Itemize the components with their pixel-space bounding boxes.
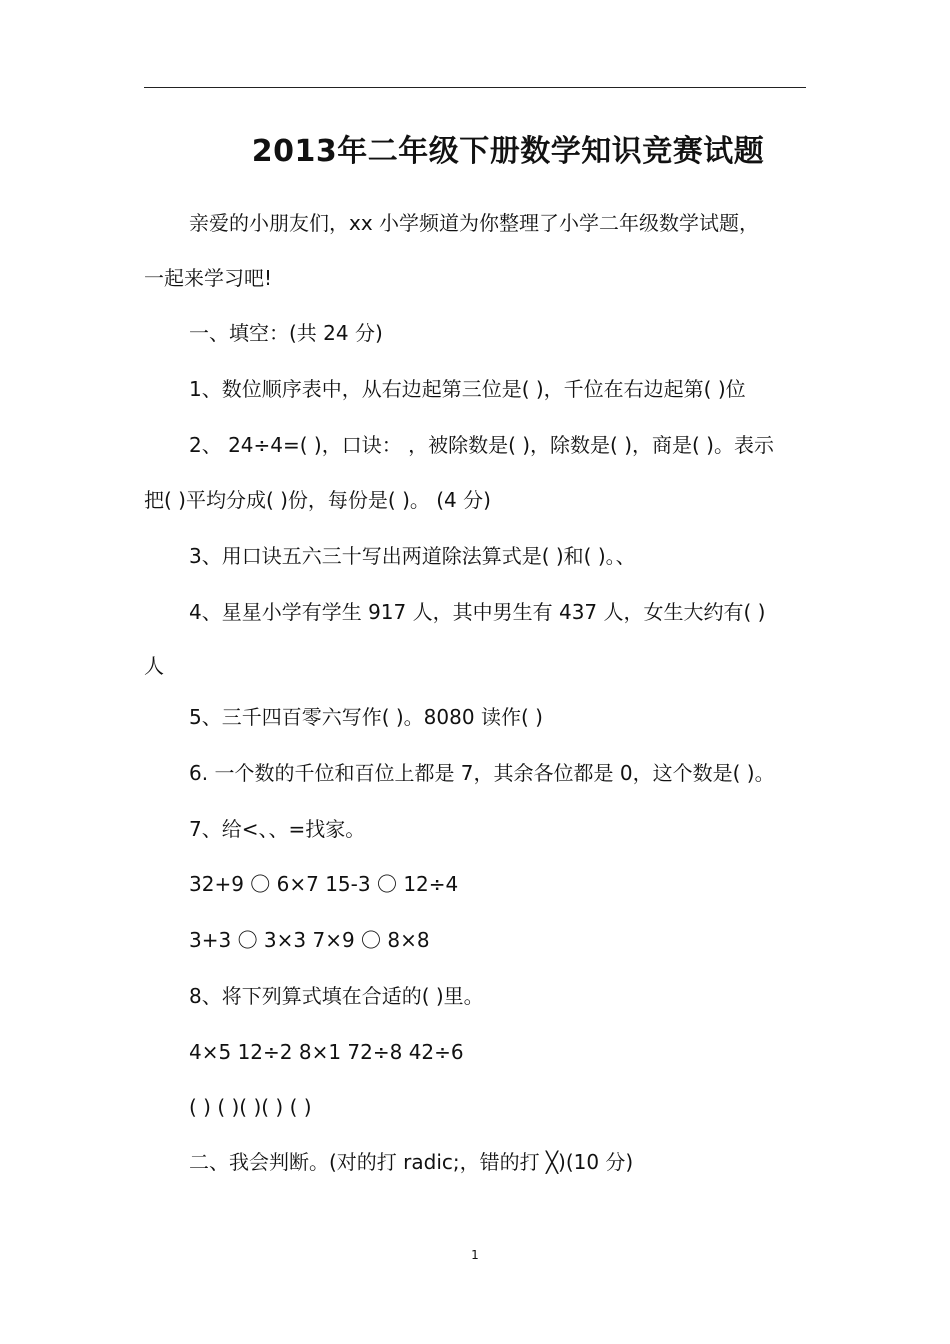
intro-line-1: 亲爱的小朋友们，xx 小学频道为你整理了小学二年级数学试题， [189, 211, 760, 235]
question-line: 8、将下列算式填在合适的( )里。 [189, 984, 484, 1008]
page-number: 1 [471, 1248, 479, 1262]
question-line: 4、星星小学有学生 917 人，其中男生有 437 人，女生大约有( ) [189, 600, 766, 624]
question-line: 5、三千四百零六写作( )。8080 读作( ) [189, 705, 543, 729]
intro-line-2: 一起来学习吧! [144, 266, 273, 290]
question-line: 6. 一个数的千位和百位上都是 7，其余各位都是 0，这个数是( )。 [189, 761, 775, 785]
question-line: 人 [144, 654, 164, 678]
section-heading: 二、我会判断。(对的打 radic;，错的打 ╳)(10 分) [189, 1150, 634, 1174]
header-rule [144, 87, 806, 88]
question-line: 32+9 〇 6×7 15-3 〇 12÷4 [189, 872, 459, 896]
question-line: 4×5 12÷2 8×1 72÷8 42÷6 [189, 1040, 464, 1064]
question-line: 把( )平均分成( )份，每份是( )。 (4 分) [144, 488, 491, 512]
question-line: 3+3 〇 3×3 7×9 〇 8×8 [189, 928, 430, 952]
question-line: 2、 24÷4=( )，口诀： ，被除数是( )，除数是( )，商是( )。表示 [189, 433, 774, 457]
question-line: 7、给<、、=找家。 [189, 817, 366, 841]
question-line: ( ) ( )( )( ) ( ) [189, 1095, 312, 1119]
page-title: 2013年二年级下册数学知识竞赛试题 [251, 134, 765, 169]
question-line: 1、数位顺序表中，从右边起第三位是( )，千位在右边起第( )位 [189, 377, 746, 401]
section-heading: 一、填空：(共 24 分) [189, 321, 383, 345]
question-line: 3、用口诀五六三十写出两道除法算式是( )和( )。、 [189, 544, 636, 568]
